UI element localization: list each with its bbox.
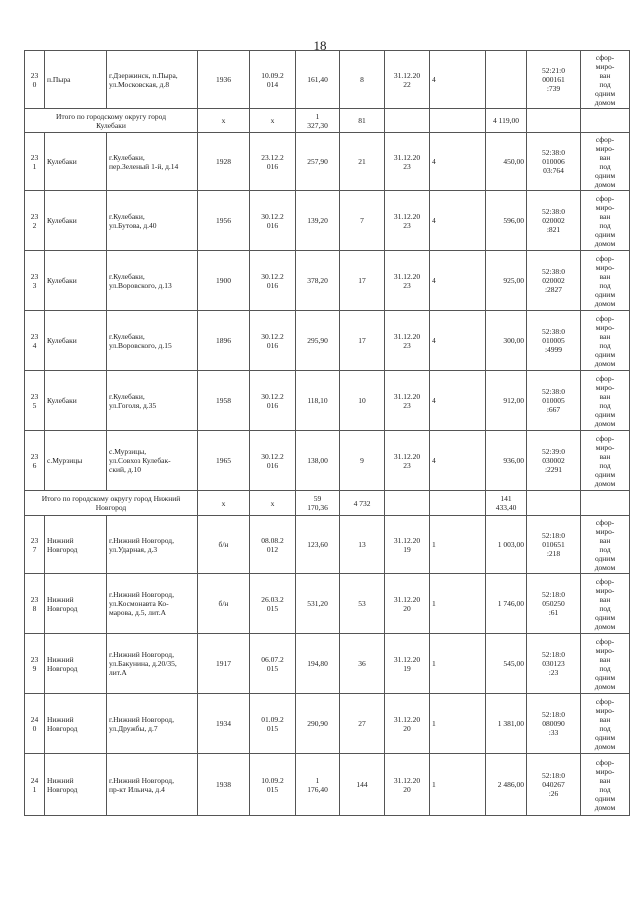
total-x-cell: x [198, 491, 250, 516]
address-cell: г.Кулебаки, пер.Зеленый 1-й, д.14 [107, 133, 198, 191]
area-cell: 257,90 [296, 133, 340, 191]
row-number-cell: 23 4 [25, 311, 45, 371]
row-number-cell: 23 2 [25, 191, 45, 251]
row-number-cell: 24 1 [25, 754, 45, 816]
planned-date-cell: 31.12.20 23 [385, 311, 430, 371]
address-cell: г.Кулебаки, ул.Гоголя, д.35 [107, 371, 198, 431]
recognition-date-cell: 30.12.2 016 [250, 311, 296, 371]
table-row [25, 311, 630, 371]
year-built-cell: 1958 [198, 371, 250, 431]
cost-cell: 1 003,00 [486, 516, 527, 574]
cadastral-number-cell: 52:18:0 080090 :33 [527, 694, 581, 754]
row-number-cell: 23 0 [25, 51, 45, 109]
method-cell: 1 [430, 634, 486, 694]
land-status-cell: сфор- миро- ван под одним домом [581, 634, 630, 694]
address-cell: г.Нижний Новгород, пр-кт Ильича, д.4 [107, 754, 198, 816]
row-number-cell: 23 3 [25, 251, 45, 311]
total-empty-cell [430, 491, 486, 516]
total-x-cell: x [250, 109, 296, 133]
cadastral-number-cell: 52:21:0 000161 :739 [527, 51, 581, 109]
settlement-cell: Нижний Новгород [45, 574, 107, 634]
recognition-date-cell: 01.09.2 015 [250, 694, 296, 754]
planned-date-cell: 31.12.20 20 [385, 694, 430, 754]
total-x-cell: x [198, 109, 250, 133]
planned-date-cell: 31.12.20 23 [385, 191, 430, 251]
residents-cell: 21 [340, 133, 385, 191]
recognition-date-cell: 30.12.2 016 [250, 251, 296, 311]
planned-date-cell: 31.12.20 22 [385, 51, 430, 109]
table-row [25, 694, 630, 754]
address-cell: г.Нижний Новгород, ул.Космонавта Ко- марова, д.5, лит.А [107, 574, 198, 634]
address-cell: с.Мурзицы, ул.Совхоз Кулебак- ский, д.10 [107, 431, 198, 491]
residents-cell: 17 [340, 311, 385, 371]
residents-cell: 17 [340, 251, 385, 311]
settlement-cell: Нижний Новгород [45, 754, 107, 816]
cost-cell: 2 486,00 [486, 754, 527, 816]
total-row [25, 491, 630, 516]
total-x-cell: x [250, 491, 296, 516]
method-cell: 4 [430, 133, 486, 191]
planned-date-cell: 31.12.20 23 [385, 371, 430, 431]
settlement-cell: Кулебаки [45, 371, 107, 431]
year-built-cell: 1934 [198, 694, 250, 754]
total-empty-cell [581, 109, 630, 133]
total-cost-cell: 4 119,00 [486, 109, 527, 133]
residents-cell: 53 [340, 574, 385, 634]
planned-date-cell: 31.12.20 19 [385, 634, 430, 694]
row-number-cell: 23 8 [25, 574, 45, 634]
planned-date-cell: 31.12.20 23 [385, 431, 430, 491]
total-empty-cell [385, 491, 430, 516]
cadastral-number-cell: 52:38:0 010005 :4999 [527, 311, 581, 371]
table-row [25, 634, 630, 694]
method-cell: 1 [430, 516, 486, 574]
table-row [25, 191, 630, 251]
area-cell: 1 176,40 [296, 754, 340, 816]
land-status-cell: сфор- миро- ван под одним домом [581, 574, 630, 634]
table-row [25, 133, 630, 191]
address-cell: г.Нижний Новгород, ул.Ударная, д.3 [107, 516, 198, 574]
method-cell: 4 [430, 191, 486, 251]
cost-cell: 450,00 [486, 133, 527, 191]
cost-cell: 1 381,00 [486, 694, 527, 754]
address-cell: г.Дзержинск, п.Пыра, ул.Московская, д.8 [107, 51, 198, 109]
cadastral-number-cell: 52:39:0 030002 :2291 [527, 431, 581, 491]
cadastral-number-cell: 52:18:0 010651 :218 [527, 516, 581, 574]
land-status-cell: сфор- миро- ван под одним домом [581, 371, 630, 431]
total-area-cell: 59 170,36 [296, 491, 340, 516]
recognition-date-cell: 10.09.2 014 [250, 51, 296, 109]
table-row [25, 371, 630, 431]
table-row [25, 431, 630, 491]
land-status-cell: сфор- миро- ван под одним домом [581, 311, 630, 371]
year-built-cell: 1928 [198, 133, 250, 191]
cost-cell: 925,00 [486, 251, 527, 311]
total-cost-cell: 141 433,40 [486, 491, 527, 516]
year-built-cell: б/н [198, 574, 250, 634]
year-built-cell: 1938 [198, 754, 250, 816]
cadastral-number-cell: 52:18:0 040267 :26 [527, 754, 581, 816]
recognition-date-cell: 30.12.2 016 [250, 431, 296, 491]
address-cell: г.Нижний Новгород, ул.Бакунина, д.20/35, лит.А [107, 634, 198, 694]
area-cell: 123,60 [296, 516, 340, 574]
cost-cell [486, 51, 527, 109]
cost-cell: 936,00 [486, 431, 527, 491]
land-status-cell: сфор- миро- ван под одним домом [581, 754, 630, 816]
cadastral-number-cell: 52:38:0 010006 03:764 [527, 133, 581, 191]
cadastral-number-cell: 52:38:0 020002 :821 [527, 191, 581, 251]
residents-cell: 9 [340, 431, 385, 491]
row-number-cell: 23 7 [25, 516, 45, 574]
table-row [25, 251, 630, 311]
cost-cell: 912,00 [486, 371, 527, 431]
address-cell: г.Кулебаки, ул.Бутова, д.40 [107, 191, 198, 251]
area-cell: 139,20 [296, 191, 340, 251]
method-cell: 4 [430, 51, 486, 109]
area-cell: 161,40 [296, 51, 340, 109]
settlement-cell: Нижний Новгород [45, 634, 107, 694]
settlement-cell: Кулебаки [45, 251, 107, 311]
area-cell: 531,20 [296, 574, 340, 634]
method-cell: 1 [430, 694, 486, 754]
housing-register-table [24, 50, 630, 816]
area-cell: 378,20 [296, 251, 340, 311]
settlement-cell: Нижний Новгород [45, 694, 107, 754]
recognition-date-cell: 06.07.2 015 [250, 634, 296, 694]
cadastral-number-cell: 52:38:0 020002 :2827 [527, 251, 581, 311]
total-area-cell: 1 327,30 [296, 109, 340, 133]
cost-cell: 596,00 [486, 191, 527, 251]
year-built-cell: 1965 [198, 431, 250, 491]
table-row [25, 754, 630, 816]
method-cell: 4 [430, 371, 486, 431]
area-cell: 194,80 [296, 634, 340, 694]
row-number-cell: 23 6 [25, 431, 45, 491]
total-empty-cell [527, 491, 581, 516]
planned-date-cell: 31.12.20 23 [385, 133, 430, 191]
total-empty-cell [385, 109, 430, 133]
year-built-cell: 1936 [198, 51, 250, 109]
year-built-cell: 1956 [198, 191, 250, 251]
area-cell: 295,90 [296, 311, 340, 371]
table-row [25, 516, 630, 574]
year-built-cell: 1896 [198, 311, 250, 371]
residents-cell: 36 [340, 634, 385, 694]
table-row [25, 51, 630, 109]
year-built-cell: 1917 [198, 634, 250, 694]
recognition-date-cell: 10.09.2 015 [250, 754, 296, 816]
address-cell: г.Кулебаки, ул.Воровского, д.15 [107, 311, 198, 371]
land-status-cell: сфор- миро- ван под одним домом [581, 133, 630, 191]
method-cell: 4 [430, 311, 486, 371]
settlement-cell: п.Пыра [45, 51, 107, 109]
cost-cell: 1 746,00 [486, 574, 527, 634]
area-cell: 118,10 [296, 371, 340, 431]
land-status-cell: сфор- миро- ван под одним домом [581, 694, 630, 754]
total-empty-cell [430, 109, 486, 133]
planned-date-cell: 31.12.20 20 [385, 754, 430, 816]
land-status-cell: сфор- миро- ван под одним домом [581, 251, 630, 311]
total-empty-cell [581, 491, 630, 516]
method-cell: 1 [430, 574, 486, 634]
recognition-date-cell: 23.12.2 016 [250, 133, 296, 191]
land-status-cell: сфор- миро- ван под одним домом [581, 51, 630, 109]
planned-date-cell: 31.12.20 19 [385, 516, 430, 574]
recognition-date-cell: 30.12.2 016 [250, 191, 296, 251]
settlement-cell: Нижний Новгород [45, 516, 107, 574]
total-residents-cell: 81 [340, 109, 385, 133]
settlement-cell: Кулебаки [45, 191, 107, 251]
land-status-cell: сфор- миро- ван под одним домом [581, 431, 630, 491]
cost-cell: 300,00 [486, 311, 527, 371]
total-empty-cell [527, 109, 581, 133]
settlement-cell: с.Мурзицы [45, 431, 107, 491]
residents-cell: 13 [340, 516, 385, 574]
cadastral-number-cell: 52:38:0 010005 :667 [527, 371, 581, 431]
cost-cell: 545,00 [486, 634, 527, 694]
row-number-cell: 23 1 [25, 133, 45, 191]
residents-cell: 144 [340, 754, 385, 816]
settlement-cell: Кулебаки [45, 133, 107, 191]
cadastral-number-cell: 52:18:0 030123 :23 [527, 634, 581, 694]
cadastral-number-cell: 52:18:0 050250 :61 [527, 574, 581, 634]
row-number-cell: 23 9 [25, 634, 45, 694]
method-cell: 4 [430, 431, 486, 491]
recognition-date-cell: 26.03.2 015 [250, 574, 296, 634]
residents-cell: 7 [340, 191, 385, 251]
residents-cell: 8 [340, 51, 385, 109]
total-label-cell: Итого по городскому округу город Нижний Новгород [25, 491, 198, 516]
year-built-cell: б/н [198, 516, 250, 574]
residents-cell: 27 [340, 694, 385, 754]
method-cell: 1 [430, 754, 486, 816]
row-number-cell: 24 0 [25, 694, 45, 754]
year-built-cell: 1900 [198, 251, 250, 311]
method-cell: 4 [430, 251, 486, 311]
page-number: 18 [313, 38, 327, 53]
address-cell: г.Кулебаки, ул.Воровского, д.13 [107, 251, 198, 311]
recognition-date-cell: 30.12.2 016 [250, 371, 296, 431]
recognition-date-cell: 08.08.2 012 [250, 516, 296, 574]
area-cell: 138,00 [296, 431, 340, 491]
settlement-cell: Кулебаки [45, 311, 107, 371]
planned-date-cell: 31.12.20 20 [385, 574, 430, 634]
land-status-cell: сфор- миро- ван под одним домом [581, 516, 630, 574]
total-row [25, 109, 630, 133]
area-cell: 290,90 [296, 694, 340, 754]
table-row [25, 574, 630, 634]
address-cell: г.Нижний Новгород, ул.Дружбы, д.7 [107, 694, 198, 754]
land-status-cell: сфор- миро- ван под одним домом [581, 191, 630, 251]
residents-cell: 10 [340, 371, 385, 431]
total-label-cell: Итого по городскому округу город Кулебаки [25, 109, 198, 133]
planned-date-cell: 31.12.20 23 [385, 251, 430, 311]
row-number-cell: 23 5 [25, 371, 45, 431]
total-residents-cell: 4 732 [340, 491, 385, 516]
